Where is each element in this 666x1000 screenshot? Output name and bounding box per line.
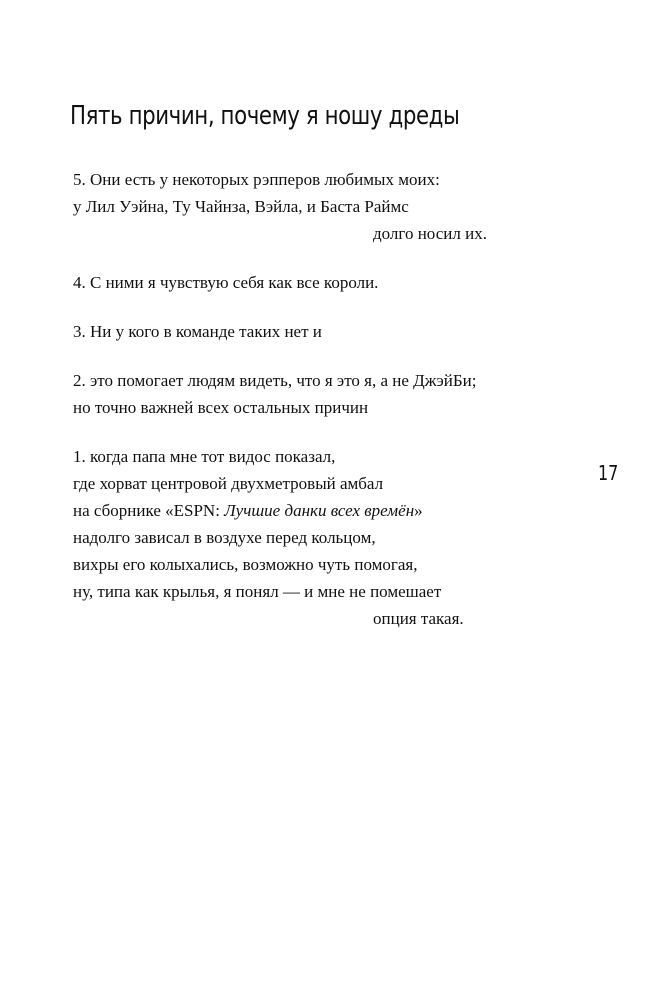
poem-line: надолго зависал в воздухе перед кольцом, — [73, 528, 376, 547]
page-number: 17 — [598, 461, 619, 485]
poem-line: 2. это помогает людям видеть, что я это я, а не ДжэйБи; — [73, 371, 477, 390]
poem-line: где хорват центровой двухметровый амбал — [73, 474, 384, 493]
line-prefix: на сборнике «ESPN: — [73, 501, 225, 520]
poem-line: 3. Ни у кого в команде таких нет и — [73, 322, 322, 341]
stanza-5 — [73, 166, 523, 247]
poem-line: долго носил их. — [373, 224, 487, 243]
stanza-3 — [73, 318, 523, 345]
poem-line: опция такая. — [373, 609, 464, 628]
poem-line: у Лил Уэйна, Ту Чайнза, Вэйла, и Баста Раймс — [73, 197, 409, 216]
poem — [73, 166, 523, 654]
poem-line: 1. когда папа мне тот видос показал, — [73, 447, 336, 466]
page-title: Пять причин, почему я ношу дреды — [70, 101, 460, 131]
poem-line: но точно важней всех остальных причин — [73, 398, 369, 417]
stanza-2 — [73, 367, 523, 421]
poem-line: 4. С ними я чувствую себя как все короли. — [73, 273, 379, 292]
poem-line: ну, типа как крылья, я понял — и мне не помешает — [73, 582, 442, 601]
stanza-1 — [73, 443, 523, 632]
line-suffix: » — [414, 501, 423, 520]
poem-line: 5. Они есть у некоторых рэпперов любимых моих: — [73, 170, 440, 189]
poem-line — [73, 497, 523, 524]
poem-line: вихры его колыхались, возможно чуть помогая, — [73, 555, 418, 574]
stanza-4 — [73, 269, 523, 296]
book-title-italic: Лучшие данки всех времён — [224, 501, 415, 520]
